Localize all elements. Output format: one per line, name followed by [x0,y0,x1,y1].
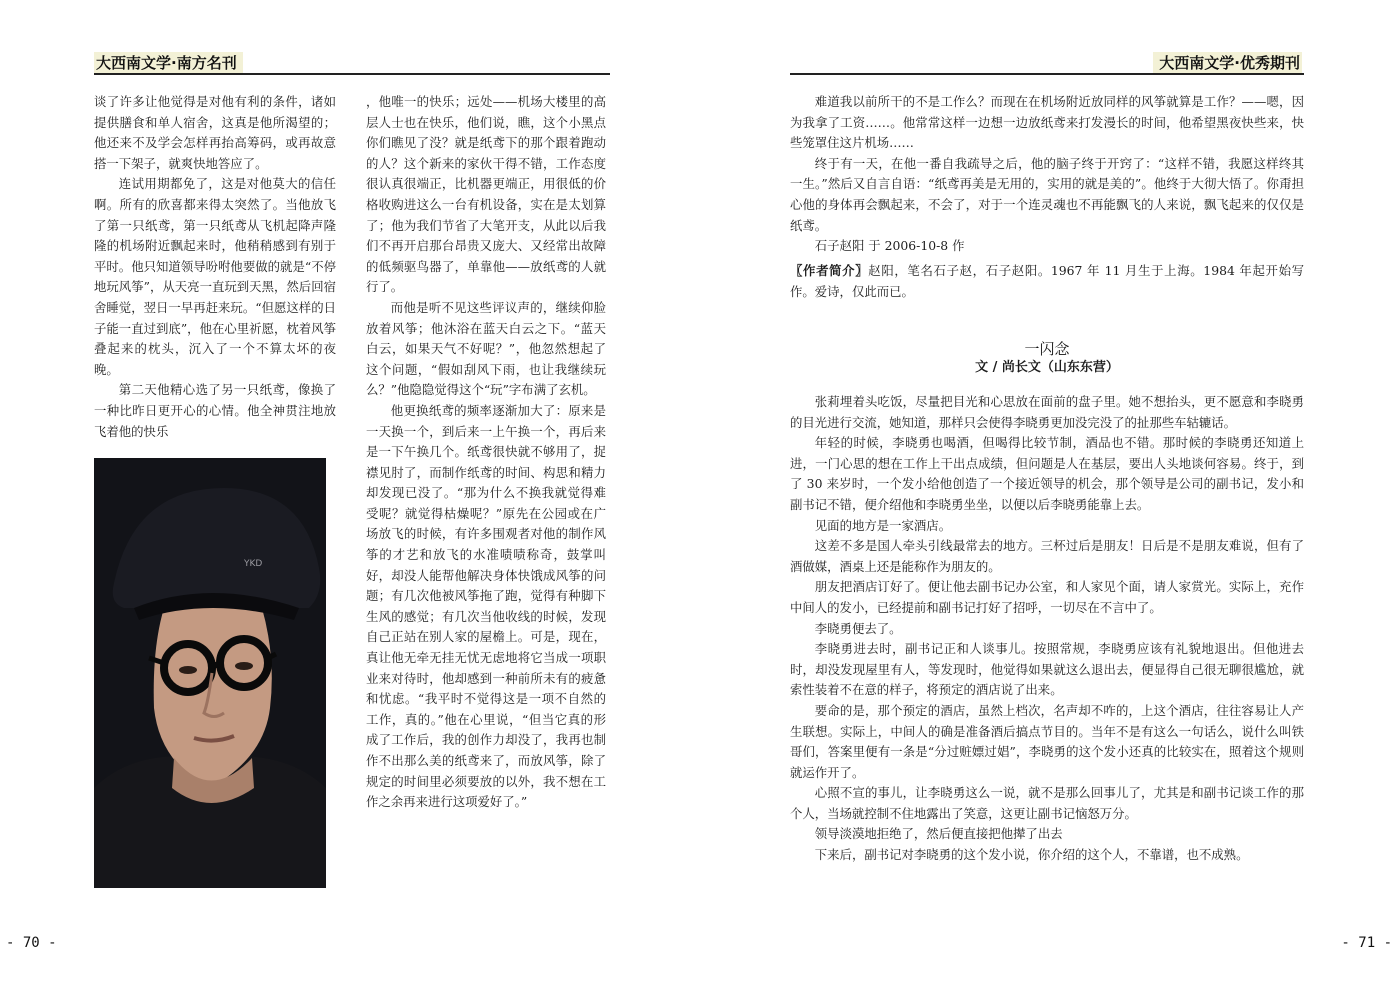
author-portrait-photo [94,458,326,888]
author-bio [790,261,1304,302]
paragraph: 见面的地方是一家酒店。 [814,517,952,533]
paragraph: 难道我以前所干的不是工作么？而现在在机场附近放同样的风筝就算是工作？——嗯，因为我拿了工资……。他常常这样一边想一边放纸鸢来打发漫长的时间，他希望黑夜快些来，快些笼罩住这片机场…… [790,94,1304,151]
paragraph: 他更换纸鸢的频率逐渐加大了：原来是一天换一个，到后来一上午换一个，再后来是一下午换几个。纸鸢很快就不够用了，捉襟见肘了，而制作纸鸢的时间、构思和精力却发现已没了。“那为什么不换我就觉得难受呢？就觉得枯燥呢？”原先在公园或在广场放飞的时候，有许多围观者对他的制作风筝的才艺和放飞的水准啧啧称奇，鼓掌叫好，却没人能帮他解决身体快饿成风筝的问题；有几次他被风筝拖了跑，觉得有种脚下生风的感觉；有几次当他收线的时候，发现自己正站在别人家的屋檐上。可是，现在，真让他无牵无挂无忧无虑地将它当成一项职业来对待时，他却感到一种前所未有的疲惫和忧虑。“我平时不觉得这是一项不自然的工作，真的。”他在心里说，“但当它真的形成了工作后，我的创作力却没了，我再也制作不出那么美的纸鸢来了，而放风筝，除了规定的时间里必须要放的以外，我不想在工作之余再来进行这项爱好了。” [366,402,606,810]
story-title: 一闪念 [1024,340,1070,358]
paragraph: 李晓勇便去了。 [814,620,902,636]
left-column-1 [94,92,336,442]
bio-label: 〖作者简介〗 [790,263,869,278]
right-page-header: 大西南文学·优秀期刊 [1153,52,1302,74]
paragraph: 朋友把酒店订好了。便让他去副书记办公室，和人家见个面，请人家赏光。实际上，充作中间人的发小，已经提前和副书记打好了招呼，一切尽在不言中了。 [790,579,1304,615]
bio-text: 赵阳，笔名石子赵，石子赵阳。1967 年 11 月生于上海。1984 年起开始写作。爱诗，仅此而已。 [790,263,1305,299]
svg-text:YKD: YKD [244,559,263,569]
paragraph: 要命的是，那个预定的酒店，虽然上档次，名声却不咋的，上这个酒店，往往容易让人产生联想。实际上，中间人的确是准备酒后搞点节目的。当年不是有这么一句话么，说什么叫铁哥们，答案里便有一条是“分过赃嫖过娼”，李晓勇的这个发小还真的比较实在，照着这个规则就运作开了。 [790,702,1304,780]
paragraph: 而他是听不见这些评议声的，继续仰脸放着风筝；他沐浴在蓝天白云之下。“蓝天白云，如果天气不好呢？”，他忽然想起了这个问题，“假如刮风下雨，也让我继续玩么？”他隐隐觉得这个“玩”字布满了玄机。 [366,299,606,398]
paragraph: 下来后，副书记对李晓勇的这个发小说，你介绍的这个人，不靠谱，也不成熟。 [814,847,1249,863]
paragraph: 终于有一天，在他一番自我疏导之后，他的脑子终于开窍了：“这样不错，我愿这样终其一生。”然后又自言自语：“纸鸢再美是无用的，实用的就是美的”。他终于大彻大悟了。你甭担心他的身体再会飘起来，不会了，对于一个连灵魂也不再能飘飞的人来说，飘飞起来的仅仅是纸鸢。 [790,155,1304,233]
right-column-top [790,92,1304,257]
left-column-2 [366,92,606,813]
paragraph: 李晓勇进去时，副书记正和人谈事儿。按照常规，李晓勇应该有礼貌地退出。但他进去时，却没发现屋里有人，等发现时，他觉得如果就这么退出去，便显得自己很无聊很尴尬，就索性装着不在意的样子，将预定的酒店说了出来。 [790,641,1304,698]
paragraph: 这差不多是国人牵头引线最常去的地方。三杯过后是朋友！日后是不是朋友难说，但有了酒做媒，酒桌上还是能称作为朋友的。 [790,538,1304,574]
paragraph: 张莉埋着头吃饭，尽量把目光和心思放在面前的盘子里。她不想抬头，更不愿意和李晓勇的目光进行交流，她知道，那样只会使得李晓勇更加没完没了的扯那些车轱辘话。 [790,394,1304,430]
story-body [790,392,1304,866]
left-page-header: 大西南文学·南方名刊 [94,52,243,74]
right-page-number: - 71 - [1341,935,1392,951]
story-author: 文 / 尚长文（山东东营） [975,360,1119,375]
right-header-rule [790,73,1304,75]
date-line: 石子赵阳 于 2006-10-8 作 [814,238,965,254]
paragraph: 谈了许多让他觉得是对他有利的条件，诸如提供膳食和单人宿舍，这真是他所渴望的；他还来不及学会怎样再抬高筹码，或再故意搭一下架子，就爽快地答应了。 [94,94,336,171]
paragraph: ，他唯一的快乐；远处——机场大楼里的高层人士也在快乐，他们说，瞧，这个小黑点你们瞧见了没？就是纸鸢下的那个跟着跑动的人？这个新来的家伙干得不错，工作态度很认真很端正，比机器更端正，用很低的价格收购进这么一台有机设备，实在是太划算了；他为我们节省了大笔开支，从此以后我们不再开启那台昂贵又庞大、又经常出故障的低频驱鸟器了，单靠他——放纸鸢的人就行了。 [366,94,606,295]
paragraph: 第二天他精心选了另一只纸鸢，像换了一种比昨日更开心的心情。他全神贯注地放飞着他的快乐 [94,382,336,439]
paragraph: 心照不宣的事儿，让李晓勇这么一说，就不是那么回事儿了，尤其是和副书记谈工作的那个人，当场就控制不住地露出了笑意，这更让副书记恼怒万分。 [790,785,1304,821]
portrait-illustration [94,458,326,888]
left-header-rule [94,73,610,75]
left-page-number: - 70 - [6,935,57,951]
paragraph: 连试用期都免了，这是对他莫大的信任啊。所有的欣喜都来得太突然了。当他放飞了第一只纸鸢，第一只纸鸢从飞机起降声隆隆的机场附近飘起来时，他稍稍感到有别于平时。他只知道领导吩咐他要做的就是“不停地玩风筝”，从天亮一直玩到天黑，然后回宿舍睡觉，翌日一早再赶来玩。“但愿这样的日子能一直过到底”，他在心里祈愿，枕着风筝叠起来的枕头，沉入了一个不算太坏的夜晚。 [94,176,336,377]
paragraph: 年轻的时候，李晓勇也喝酒，但喝得比较节制，酒品也不错。那时候的李晓勇还知道上进，一门心思的想在工作上干出点成绩，但问题是人在基层，要出人头地谈何容易。终于，到了 30 来岁时，一个发小给他创造了一个接近领导的机会，那个领导是公司的副书记，发小和副书记不错，便介绍他和李晓勇坐坐，以便以后李晓勇能靠上去。 [790,435,1304,512]
paragraph: 领导淡漠地拒绝了，然后便直接把他撵了出去 [814,826,1063,842]
